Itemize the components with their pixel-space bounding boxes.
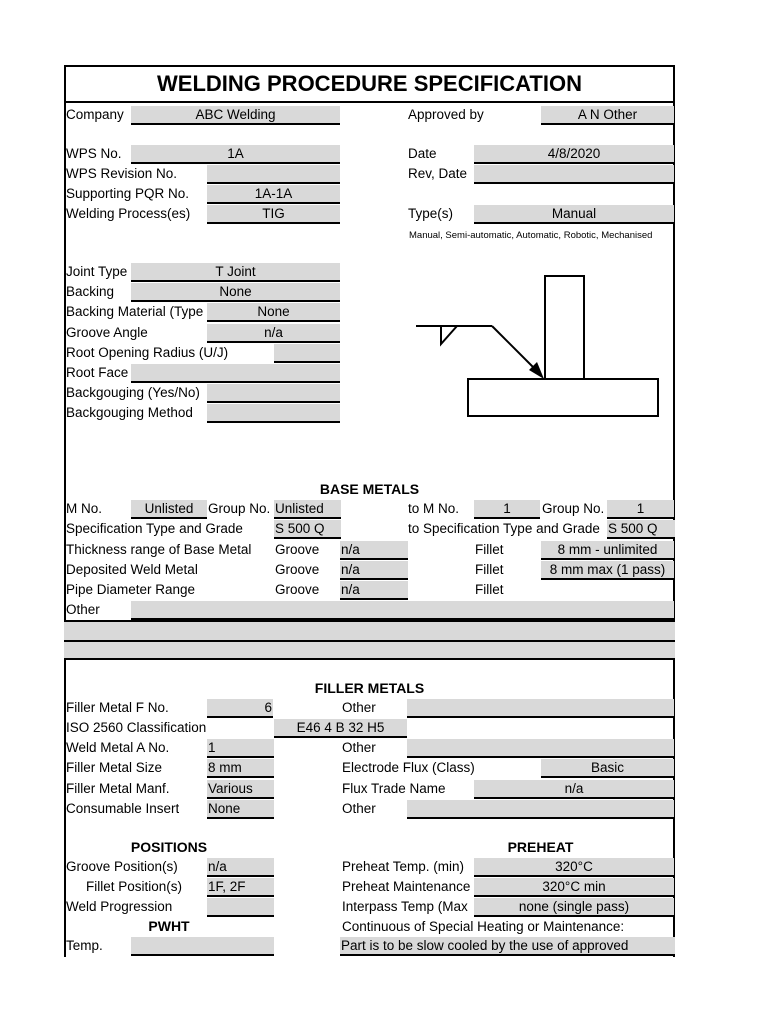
consumable-insert-field[interactable]: None (207, 800, 274, 819)
backgouging-label: Backgouging (Yes/No) (66, 385, 200, 400)
m-no-field[interactable]: Unlisted (131, 500, 207, 519)
to-group-no-field[interactable]: 1 (607, 500, 674, 519)
backing-material-label: Backing Material (Type (66, 304, 204, 319)
to-spec-type-label: to Specification Type and Grade (408, 521, 600, 536)
preheat-min-field[interactable]: 320°C (474, 858, 674, 877)
backing-label: Backing (66, 284, 115, 299)
rev-date-field[interactable] (474, 165, 674, 184)
filler-size-label: Filler Metal Size (66, 760, 163, 775)
fillet-weld-symbol (441, 326, 457, 344)
weld-progression-label: Weld Progression (66, 899, 173, 914)
pipe-diameter-label: Pipe Diameter Range (66, 582, 196, 597)
to-m-no-field[interactable]: 1 (474, 500, 540, 519)
backgouging-method-label: Backgouging Method (66, 405, 193, 420)
date-label: Date (408, 146, 437, 161)
pwht-temp-label: Temp. (66, 938, 103, 953)
section-divider (64, 658, 675, 660)
pipe-fillet-label: Fillet (475, 582, 504, 597)
filler-manf-label: Filler Metal Manf. (66, 781, 170, 796)
t-joint-weld-symbol-diagram (410, 270, 666, 422)
deposited-fillet-field[interactable]: 8 mm max (1 pass) (541, 561, 674, 580)
preheat-min-label: Preheat Temp. (min) (342, 859, 465, 874)
vertical-plate (545, 276, 584, 379)
flux-trade-name-label: Flux Trade Name (342, 781, 446, 796)
filler-f-no-label: Filler Metal F No. (66, 700, 169, 715)
root-opening-field[interactable] (274, 344, 340, 363)
thickness-groove-label: Groove (275, 542, 320, 557)
welding-process-label: Welding Process(es) (66, 206, 191, 221)
pqr-label: Supporting PQR No. (66, 186, 190, 201)
wps-revision-field[interactable] (207, 165, 340, 184)
thickness-range-label: Thickness range of Base Metal (66, 542, 252, 557)
root-face-label: Root Face (66, 365, 129, 380)
m-no-label: M No. (66, 501, 103, 516)
filler-other-1-field[interactable] (407, 699, 674, 718)
date-field[interactable]: 4/8/2020 (474, 145, 674, 164)
filler-other-1-label: Other (342, 700, 376, 715)
preheat-maintenance-label: Preheat Maintenance (342, 879, 471, 894)
preheat-heading: PREHEAT (507, 839, 574, 855)
preheat-maintenance-field[interactable]: 320°C min (474, 878, 674, 897)
electrode-flux-field[interactable]: Basic (541, 759, 674, 778)
thickness-groove-field[interactable]: n/a (340, 541, 408, 560)
type-field[interactable]: Manual (474, 205, 674, 224)
approved-by-label: Approved by (408, 107, 484, 122)
consumable-insert-label: Consumable Insert (66, 801, 180, 816)
groove-position-field[interactable]: n/a (207, 858, 274, 877)
backgouging-field[interactable] (207, 384, 340, 403)
filler-other-3-label: Other (342, 801, 376, 816)
deposited-fillet-label: Fillet (475, 562, 504, 577)
page-title: WELDING PROCEDURE SPECIFICATION (64, 65, 675, 103)
iso-classification-label: ISO 2560 Classification (66, 720, 207, 735)
filler-other-2-field[interactable] (407, 739, 674, 758)
to-group-no-label: Group No. (542, 501, 605, 516)
joint-type-field[interactable]: T Joint (131, 263, 340, 282)
flux-trade-name-field[interactable]: n/a (474, 780, 674, 799)
base-other-label: Other (66, 602, 100, 617)
group-no-field[interactable]: Unlisted (274, 500, 341, 519)
weld-progression-field[interactable] (207, 898, 274, 917)
filler-other-3-field[interactable] (407, 800, 674, 819)
wps-no-label: WPS No. (66, 146, 122, 161)
root-opening-label: Root Opening Radius (U/J) (66, 345, 229, 360)
root-face-field[interactable] (131, 364, 340, 383)
filler-f-no-field[interactable]: 6 (207, 699, 273, 718)
to-m-no-label: to M No. (408, 501, 460, 516)
pwht-temp-field[interactable] (131, 937, 274, 956)
filler-manf-field[interactable]: Various (207, 780, 274, 799)
electrode-flux-label: Electrode Flux (Class) (342, 760, 475, 775)
base-other-row-3[interactable] (64, 640, 675, 660)
filler-size-field[interactable]: 8 mm (207, 759, 274, 778)
weld-metal-a-no-label: Weld Metal A No. (66, 740, 170, 755)
filler-other-2-label: Other (342, 740, 376, 755)
pipe-groove-label: Groove (275, 582, 320, 597)
deposited-groove-field[interactable]: n/a (340, 561, 408, 580)
thickness-fillet-field[interactable]: 8 mm - unlimited (541, 541, 674, 560)
iso-classification-field[interactable]: E46 4 B 32 H5 (274, 719, 407, 738)
spec-type-label: Specification Type and Grade (66, 521, 243, 536)
pipe-groove-field[interactable]: n/a (340, 581, 408, 600)
thickness-fillet-label: Fillet (475, 542, 504, 557)
company-field[interactable]: ABC Welding (131, 106, 340, 125)
base-other-field[interactable] (131, 601, 674, 620)
welding-process-field[interactable]: TIG (207, 205, 340, 224)
company-label: Company (66, 107, 124, 122)
interpass-temp-field[interactable]: none (single pass) (474, 898, 674, 917)
backing-material-field[interactable]: None (207, 303, 340, 322)
backing-field[interactable]: None (131, 283, 340, 302)
groove-angle-field[interactable]: n/a (207, 324, 340, 343)
fillet-position-label: Fillet Position(s) (86, 879, 183, 894)
interpass-temp-label: Interpass Temp (Max (342, 899, 468, 914)
type-note: Manual, Semi-automatic, Automatic, Robotic, Mechanised (409, 230, 653, 241)
continuous-heating-field[interactable]: Part is to be slow cooled by the use of approved (340, 937, 675, 956)
base-metals-heading: BASE METALS (319, 481, 420, 497)
deposited-groove-label: Groove (275, 562, 320, 577)
groove-angle-label: Groove Angle (66, 325, 148, 340)
base-other-row-2[interactable] (64, 620, 675, 642)
pwht-heading: PWHT (148, 918, 190, 934)
deposited-weld-label: Deposited Weld Metal (66, 562, 198, 577)
group-no-label: Group No. (208, 501, 271, 516)
groove-position-label: Groove Position(s) (66, 859, 178, 874)
wps-no-field[interactable]: 1A (131, 145, 340, 164)
filler-metals-heading: FILLER METALS (314, 680, 425, 696)
wps-revision-label: WPS Revision No. (66, 166, 178, 181)
approved-by-field[interactable]: A N Other (541, 106, 674, 125)
continuous-heating-label: Continuous of Special Heating or Maintenance: (342, 919, 625, 934)
pipe-fillet-field[interactable] (541, 581, 674, 598)
rev-date-label: Rev, Date (408, 166, 468, 181)
backgouging-method-field[interactable] (207, 404, 340, 423)
pqr-field[interactable]: 1A-1A (207, 185, 340, 204)
spec-type-field[interactable]: S 500 Q (274, 520, 341, 539)
fillet-position-field[interactable]: 1F, 2F (207, 878, 274, 897)
type-label: Type(s) (408, 206, 454, 221)
base-plate (468, 379, 658, 416)
joint-type-label: Joint Type (66, 264, 128, 279)
positions-heading: POSITIONS (130, 839, 208, 855)
to-spec-type-field[interactable]: S 500 Q (607, 520, 675, 539)
weld-metal-a-no-field[interactable]: 1 (207, 739, 274, 758)
